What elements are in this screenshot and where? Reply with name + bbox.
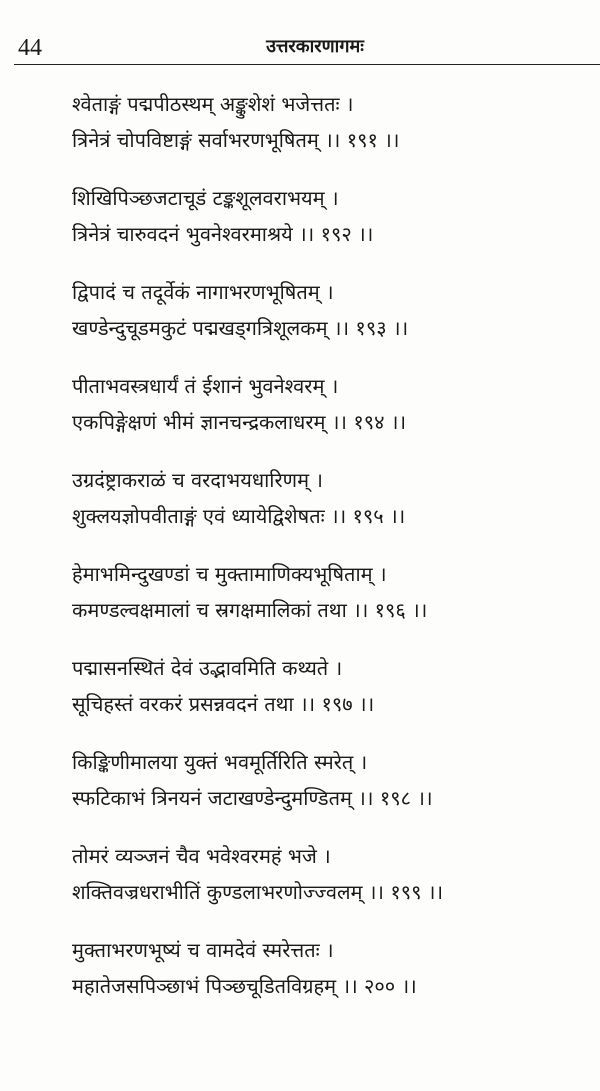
verse-list [72, 86, 592, 1026]
verse-line: पीताभवस्त्रधार्यं तं ईशानं भुवनेश्वरम् । [72, 374, 339, 398]
verse-line: खण्डेन्दुचूडमकुटं पद्मखड्गत्रिशूलकम् ।। १९३ ।। [72, 316, 409, 340]
verse-197 [72, 650, 592, 722]
verse-line: तोमरं व्यञ्जनं चैव भवेश्वरमहं भजे । [72, 844, 331, 868]
verse-192 [72, 180, 592, 252]
verse-line: शुक्लयज्ञोपवीताङ्गं एवं ध्यायेद्विशेषतः ।। १९५ ।। [72, 504, 406, 528]
verse-196 [72, 556, 592, 628]
verse-line: श्वेताङ्गं पद्मपीठस्थम् अङ्कुशेशं भजेत्ततः । [72, 92, 354, 116]
verse-line: हेमाभमिन्दुखण्डां च मुक्तामाणिक्यभूषिताम् । [72, 562, 387, 586]
verse-194 [72, 368, 592, 440]
verse-193 [72, 274, 592, 346]
verse-line: शिखिपिञ्छजटाचूडं टङ्कशूलवराभयम् । [72, 186, 339, 210]
verse-195 [72, 462, 592, 534]
verse-line: शक्तिवज्रधराभीतिं कुण्डलाभरणोज्ज्वलम् ।। १९९ ।। [72, 880, 444, 904]
verse-199 [72, 838, 592, 910]
verse-line: किङ्किणीमालया युक्तं भवमूर्तिरिति स्मरेत् । [72, 750, 368, 774]
verse-198 [72, 744, 592, 816]
verse-line: द्विपादं च तदूर्वेकं नागाभरणभूषितम् । [72, 280, 334, 304]
verse-line: स्फटिकाभं त्रिनयनं जटाखण्डेन्दुमण्डितम् ।। १९८ ।। [72, 786, 433, 810]
verse-line: पद्मासनस्थितं देवं उद्भावमिति कथ्यते । [72, 656, 343, 680]
running-title: उत्तरकारणागमः [266, 36, 364, 57]
header-rule [14, 64, 600, 65]
verse-line: त्रिनेत्रं चोपविष्टाङ्गं सर्वाभरणभूषितम् ।। १९१ ।। [72, 128, 400, 152]
page-number: 44 [18, 35, 42, 61]
verse-line: कमण्डल्वक्षमालां च स्रगक्षमालिकां तथा ।। १९६ ।। [72, 598, 428, 622]
verse-line: सूचिहस्तं वरकरं प्रसन्नवदनं तथा ।। १९७ ।। [72, 692, 375, 716]
verse-line: मुक्ताभरणभूष्यं च वामदेवं स्मरेत्ततः । [72, 938, 334, 962]
verse-line: एकपिङ्गेक्षणं भीमं ज्ञानचन्द्रकलाधरम् ।। १९४ ।। [72, 410, 407, 434]
verse-line: त्रिनेत्रं चारुवदनं भुवनेश्वरमाश्रये ।। १९२ ।। [72, 222, 374, 246]
verse-200 [72, 932, 592, 1004]
verse-line: महातेजसपिञ्छाभं पिञ्छचूडितविग्रहम् ।। २०० ।। [72, 974, 417, 998]
verse-line: उग्रदंष्ट्राकराळं च वरदाभयधारिणम् । [72, 468, 324, 492]
page-header [0, 0, 600, 68]
verse-191 [72, 86, 592, 158]
